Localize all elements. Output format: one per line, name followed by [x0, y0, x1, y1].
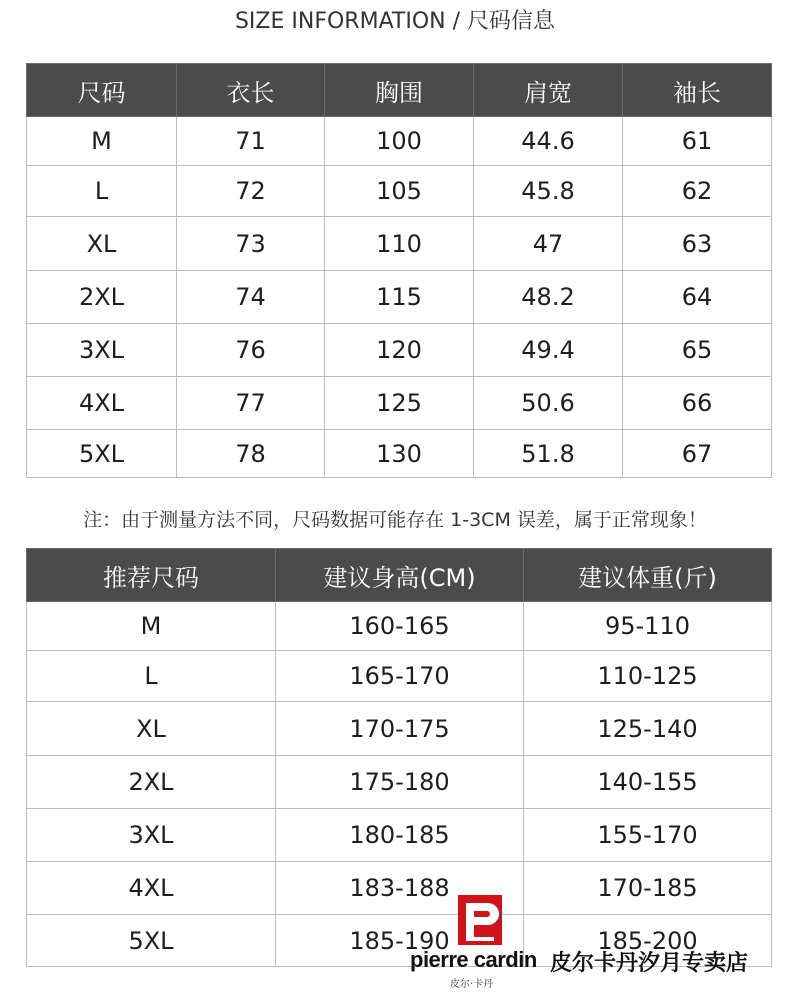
- cell-sleeve: 62: [623, 166, 772, 217]
- cell-sleeve: 63: [623, 217, 772, 271]
- store-name: 皮尔卡丹汐月专卖店: [550, 951, 749, 976]
- cell-size: XL: [27, 217, 177, 271]
- cell-shoulder: 51.8: [474, 430, 623, 478]
- cell-height: 170-175: [276, 702, 524, 756]
- cell-size: 5XL: [27, 915, 276, 967]
- cell-shoulder: 47: [474, 217, 623, 271]
- cell-height: 180-185: [276, 809, 524, 862]
- cell-chest: 110: [325, 217, 474, 271]
- cell-sleeve: 67: [623, 430, 772, 478]
- header-length: 衣长: [177, 64, 325, 117]
- pierre-cardin-logo-icon: [458, 895, 502, 945]
- header-recommended-size: 推荐尺码: [27, 549, 276, 602]
- brand-subtitle: 皮尔·卡丹: [450, 979, 494, 990]
- table-row: [27, 377, 772, 430]
- cell-length: 77: [177, 377, 325, 430]
- header-size: 尺码: [27, 64, 177, 117]
- cell-sleeve: 66: [623, 377, 772, 430]
- header-shoulder: 肩宽: [474, 64, 623, 117]
- cell-weight: 155-170: [524, 809, 772, 862]
- table-row: [27, 651, 772, 702]
- size-table: [26, 63, 772, 478]
- cell-size: 3XL: [27, 324, 177, 377]
- table-row: [27, 271, 772, 324]
- cell-size: 2XL: [27, 756, 276, 809]
- cell-size: 5XL: [27, 430, 177, 478]
- table-row: [27, 430, 772, 478]
- cell-weight: 125-140: [524, 702, 772, 756]
- table-row: [27, 217, 772, 271]
- cell-height: 185-190: [276, 915, 524, 967]
- cell-height: 183-188: [276, 862, 524, 915]
- table-row: [27, 602, 772, 651]
- cell-length: 71: [177, 117, 325, 166]
- cell-sleeve: 61: [623, 117, 772, 166]
- page-title: SIZE INFORMATION / 尺码信息: [234, 9, 556, 34]
- cell-shoulder: 50.6: [474, 377, 623, 430]
- cell-sleeve: 64: [623, 271, 772, 324]
- cell-chest: 130: [325, 430, 474, 478]
- cell-size: XL: [27, 702, 276, 756]
- header-height: 建议身高(CM): [276, 549, 524, 602]
- cell-size: 4XL: [27, 862, 276, 915]
- table-row: [27, 166, 772, 217]
- cell-size: M: [27, 602, 276, 651]
- cell-height: 165-170: [276, 651, 524, 702]
- cell-weight: 185-200: [524, 915, 772, 967]
- cell-size: 3XL: [27, 809, 276, 862]
- cell-sleeve: 65: [623, 324, 772, 377]
- cell-size: 4XL: [27, 377, 177, 430]
- cell-length: 72: [177, 166, 325, 217]
- cell-height: 175-180: [276, 756, 524, 809]
- cell-chest: 125: [325, 377, 474, 430]
- cell-shoulder: 48.2: [474, 271, 623, 324]
- table-row: [27, 702, 772, 756]
- table-row: [27, 324, 772, 377]
- cell-shoulder: 49.4: [474, 324, 623, 377]
- table-row: [27, 756, 772, 809]
- cell-weight: 170-185: [524, 862, 772, 915]
- cell-shoulder: 44.6: [474, 117, 623, 166]
- table-row: [27, 117, 772, 166]
- cell-chest: 100: [325, 117, 474, 166]
- cell-weight: 140-155: [524, 756, 772, 809]
- cell-length: 74: [177, 271, 325, 324]
- cell-size: 2XL: [27, 271, 177, 324]
- brand-name: pierre cardin: [410, 947, 537, 972]
- brand-watermark: [410, 895, 785, 990]
- cell-length: 76: [177, 324, 325, 377]
- measurement-note: 注：由于测量方法不同，尺码数据可能存在 1-3CM 误差，属于正常现象！: [83, 509, 707, 531]
- cell-size: M: [27, 117, 177, 166]
- header-sleeve: 袖长: [623, 64, 772, 117]
- cell-height: 160-165: [276, 602, 524, 651]
- cell-weight: 110-125: [524, 651, 772, 702]
- cell-chest: 120: [325, 324, 474, 377]
- cell-chest: 105: [325, 166, 474, 217]
- cell-size: L: [27, 166, 177, 217]
- cell-length: 78: [177, 430, 325, 478]
- header-chest: 胸围: [325, 64, 474, 117]
- cell-chest: 115: [325, 271, 474, 324]
- cell-shoulder: 45.8: [474, 166, 623, 217]
- cell-length: 73: [177, 217, 325, 271]
- size-table-header-row: [27, 64, 772, 117]
- table-row: [27, 809, 772, 862]
- header-weight: 建议体重(斤): [524, 549, 772, 602]
- cell-size: L: [27, 651, 276, 702]
- cell-weight: 95-110: [524, 602, 772, 651]
- recommend-table-header-row: [27, 549, 772, 602]
